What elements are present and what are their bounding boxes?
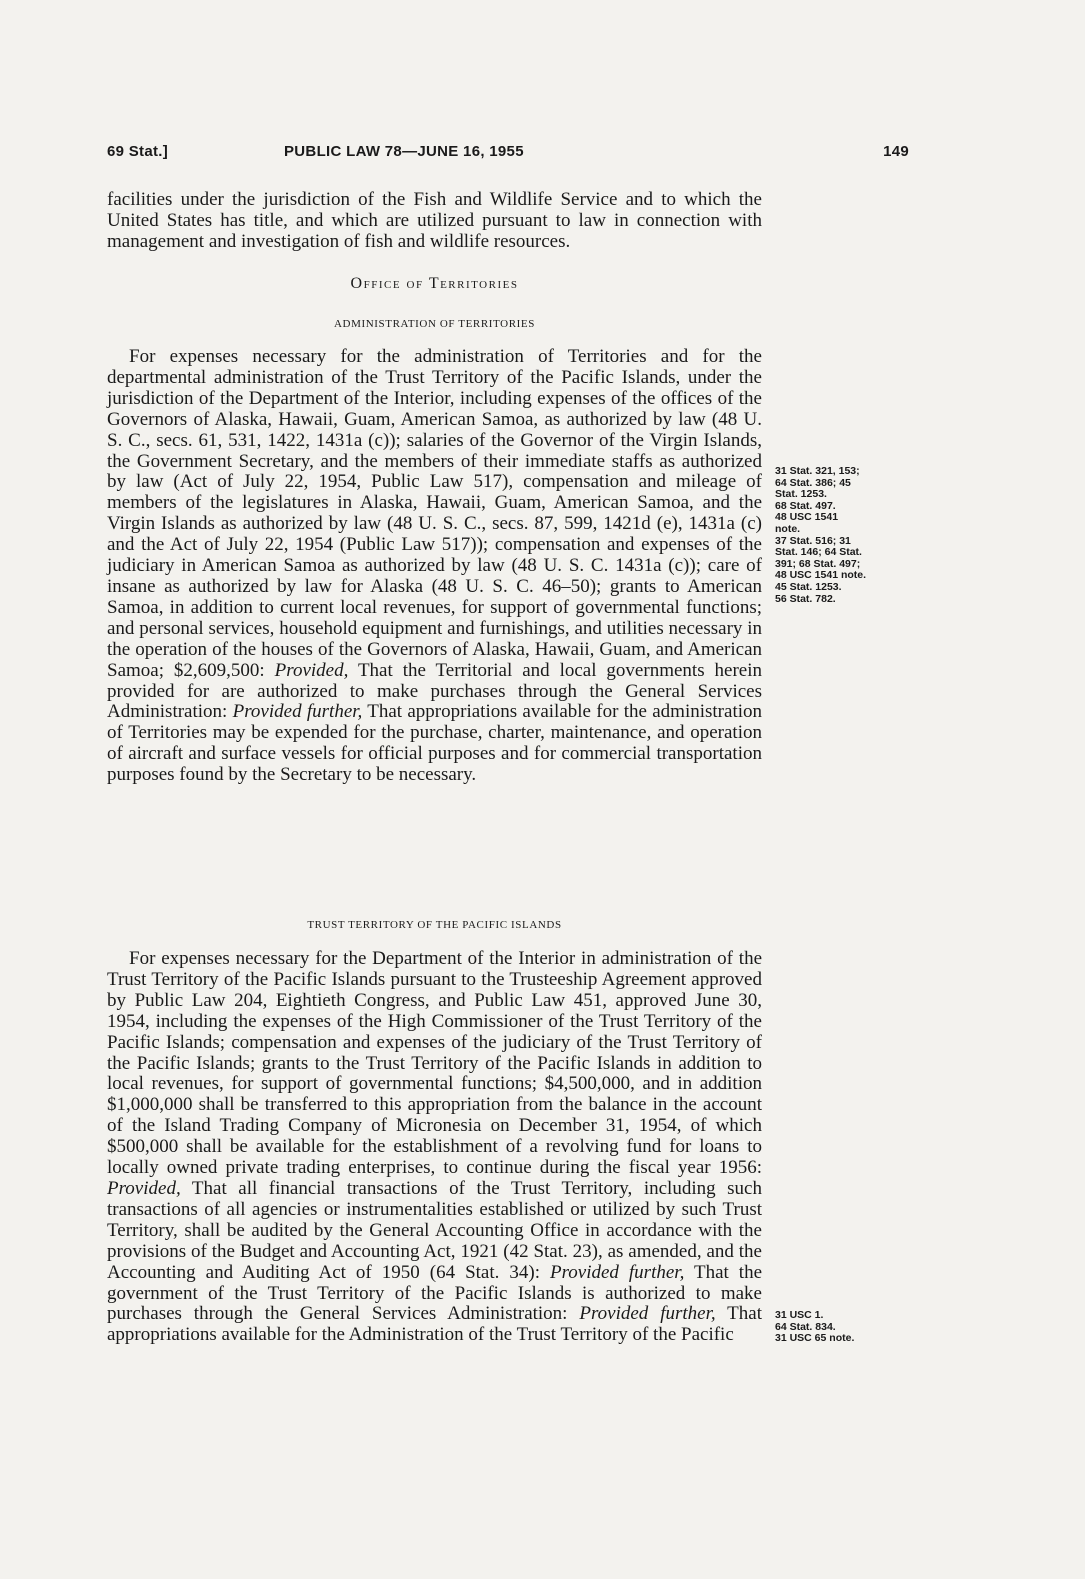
admin-heading: ADMINISTRATION OF TERRITORIES — [334, 318, 535, 330]
trust-section — [107, 949, 762, 1346]
margin-note: 68 Stat. 497. — [775, 499, 836, 512]
margin-note: 45 Stat. 1253. — [775, 580, 842, 593]
margin-note: 391; 68 Stat. 497; — [775, 557, 861, 570]
margin-note: 56 Stat. 782. — [775, 592, 836, 605]
margin-note: 31 USC 65 note. — [775, 1332, 855, 1345]
margin-note: 31 USC 1. — [775, 1309, 824, 1321]
trust-text-2: That all financial transactions of the Trust Territory, including such transactions of all agencies or instrumentalities established or utilized by such Trust Territory, shall be audited by the General Accounting Office in accordance with the provisions of the Budget and Accounting Act, 1921 (42 Stat. 23), as amended, and the Accounting and Auditing Act of 1950 (64 Stat. 34): — [107, 1177, 762, 1283]
intro-paragraph-block — [107, 190, 762, 253]
margin-note: note. — [775, 522, 801, 535]
margin-note: 31 Stat. 321, 153; — [775, 465, 860, 477]
volume-citation: 69 Stat.] — [107, 143, 169, 160]
margin-notes-trust — [775, 1310, 915, 1345]
intro-paragraph: facilities under the jurisdiction of the Fish and Wildlife Service and to which the United States has title, and which are utilized pursuant to law in connection with management and investigation of fish and wildlife resources. — [107, 189, 762, 252]
running-title: PUBLIC LAW 78—JUNE 16, 1955 — [284, 143, 524, 160]
admin-text-2: That the Territorial and local governments herein provided for are authorized to make purchases through the General Services Administration: — [107, 659, 762, 723]
trust-paragraph — [107, 949, 762, 1346]
admin-provided-2: Provided further, — [232, 701, 363, 723]
admin-provided-1: Provided, — [274, 659, 349, 681]
margin-note: 48 USC 1541 note. — [775, 569, 867, 582]
trust-text-1: For expenses necessary for the Department of the Interior in administration of the Trust Territory of the Pacific Islands pursuant to the Trusteeship Agreement approved by Public Law 204, Eightieth Congress, and Public Law 451, approved June 30, 1954, including the expenses of the High Commissioner of the Trust Territory of the Pacific Islands; compensation and expenses of the judiciary of the Trust Territory of the Pacific Islands; grants to the Trust Territory of the Pacific Islands in addition to local revenues, for support of governmental functions; $4,500,000, and in addition $1,000,000 shall be transferred to this appropriation from the balance in the account of the Island Trading Company of Micronesia on December 31, 1954, of which $500,000 shall be available for the establishment of a revolving fund for loans to locally owned private trading enterprises, to continue during the fiscal year 1956: — [107, 948, 762, 1179]
trust-provided-1: Provided, — [107, 1177, 181, 1199]
admin-paragraph — [107, 347, 762, 786]
admin-text-3: That appropriations available for the administration of Territories may be expended for the purchase, charter, maintenance, and operation of aircraft and surface vessels for official purposes and for commercial transportation purposes found by the Secretary to be necessary. — [107, 701, 762, 786]
margin-note: Stat. 1253. — [775, 488, 827, 501]
trust-provided-2: Provided further, — [549, 1261, 685, 1283]
trust-text-3: That the government of the Trust Territory of the Pacific Islands is authorized to make purchases through the General Services Administration: — [107, 1261, 762, 1325]
trust-heading: TRUST TERRITORY OF THE PACIFIC ISLANDS — [307, 919, 562, 931]
margin-note: Stat. 146; 64 Stat. — [775, 546, 862, 559]
page-number: 149 — [883, 143, 909, 160]
margin-note: 64 Stat. 386; 45 — [775, 476, 851, 489]
trust-text-4: That appropriations available for the Administration of the Trust Territory of the Pacific — [107, 1303, 762, 1346]
trust-provided-3: Provided further, — [579, 1303, 716, 1325]
margin-note: 48 USC 1541 — [775, 511, 839, 524]
admin-text-1: For expenses necessary for the administration of Territories and for the departmental administration of the Trust Territory of the Pacific Islands, under the jurisdiction of the Department of the Interior, including expenses of the offices of the Governors of Alaska, Hawaii, Guam, American Samoa, as authorized by law (48 U. S. C., secs. 61, 531, 1422, 1431a (c)); salaries of the Governor of the Virgin Islands, the Government Secretary, and the members of their immediate staffs as authorized by law (Act of July 22, 1954, Public Law 517), compensation and mileage of members of the legislatures in Alaska, Hawaii, Guam, American Samoa, and the Virgin Islands as authorized by law (48 U. S. C., secs. 87, 599, 1421d (e), 1431a (c) and the Act of July 22, 1954 (Public Law 517)); compensation and expenses of the judiciary in American Samoa as authorized by law (48 U. S. C. 1431a (c)); care of insane as authorized by law for Alaska (48 U. S. C. 46–50); grants to American Samoa, in addition to current local revenues, for support of governmental functions; and personal services, household equipment and furnishings, and utilities necessary in the operation of the houses of the Governors of Alaska, Hawaii, Guam, and American Samoa; $2,609,500: — [107, 346, 762, 681]
admin-section — [107, 347, 762, 786]
margin-note: 64 Stat. 834. — [775, 1320, 836, 1333]
margin-note: 37 Stat. 516; 31 — [775, 534, 851, 547]
margin-notes-admin — [775, 466, 915, 605]
office-heading: Office of Territories — [350, 275, 519, 292]
